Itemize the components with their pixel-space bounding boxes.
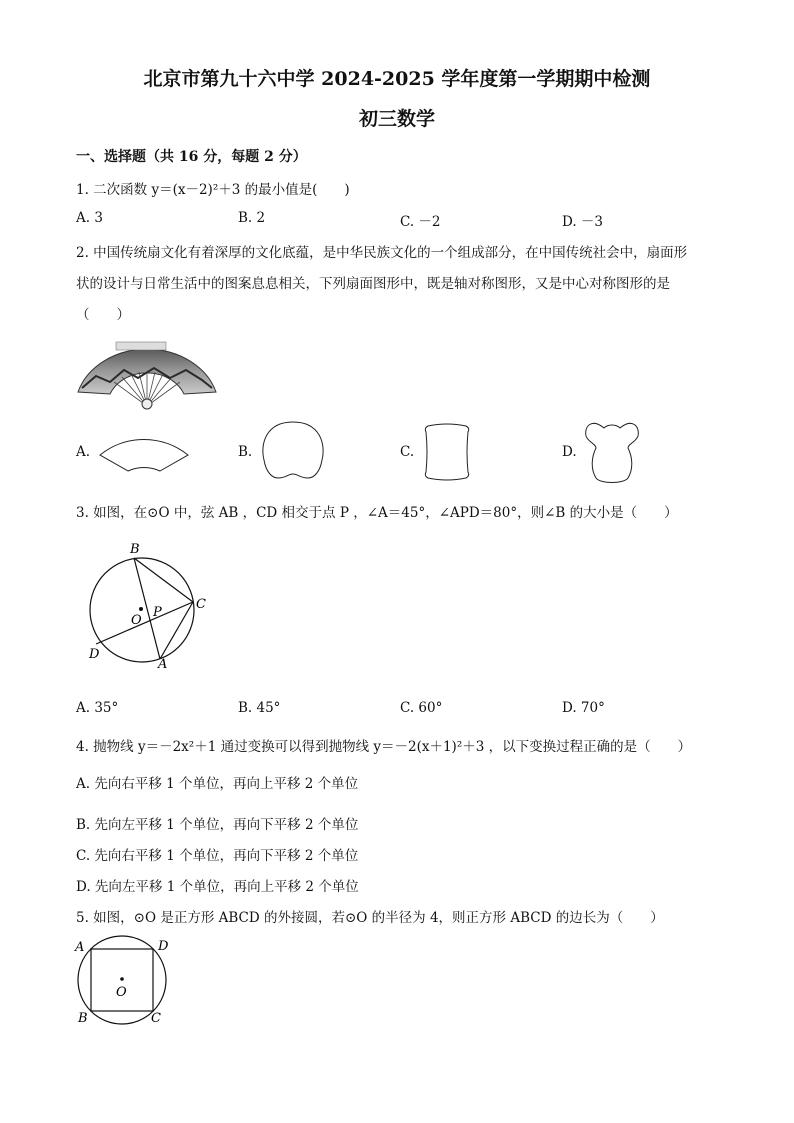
- question-4-stem: 4. 抛物线 y＝－2x²＋1 通过变换可以得到抛物线 y＝－2(x＋1)²＋3 ，以下变换过程正确的是（ ）: [76, 739, 692, 755]
- label-o: O: [131, 613, 142, 628]
- label-b: B: [78, 1011, 88, 1026]
- question-1-option-c: C. －2: [400, 214, 441, 230]
- question-3-option-a: A. 35°: [76, 700, 119, 716]
- label-d: D: [158, 939, 169, 954]
- fan-shape-option-d: [582, 416, 642, 486]
- fan-shape-option-a: [96, 425, 192, 475]
- question-3-stem: 3. 如图，在⊙O 中，弦 AB ，CD 相交于点 P ，∠A＝45°，∠APD＝80°，则∠B 的大小是（ ）: [76, 505, 678, 521]
- fan-photo-image: [76, 330, 218, 410]
- question-3-option-b: B. 45°: [238, 700, 281, 716]
- square-in-circle-figure: [70, 934, 174, 1030]
- question-1-option-b: B. 2: [238, 210, 266, 226]
- question-3-option-d: D. 70°: [562, 700, 605, 716]
- label-p: P: [153, 605, 162, 620]
- fan-shape-option-b: [258, 420, 328, 482]
- question-1-option-a: A. 3: [76, 210, 103, 226]
- fan-shape-option-c: [420, 422, 474, 482]
- label-a: A: [75, 940, 85, 955]
- label-a: A: [158, 657, 168, 670]
- label-b: B: [130, 542, 140, 557]
- question-3-option-c: C. 60°: [400, 700, 443, 716]
- question-2-option-b: B.: [238, 444, 253, 460]
- question-4-option-b: B. 先向左平移 1 个单位，再向下平移 2 个单位: [76, 817, 359, 833]
- question-1-stem: 1. 二次函数 y＝(x－2)²＋3 的最小值是( ): [76, 182, 350, 198]
- question-2-line-1: 2. 中国传统扇文化有着深厚的文化底蕴，是中华民族文化的一个组成部分，在中国传统社会中，扇面形: [76, 245, 688, 261]
- page-subtitle: 初三数学: [358, 108, 435, 130]
- label-o: O: [116, 985, 127, 1000]
- question-2-option-c: C.: [400, 444, 415, 460]
- question-5-stem: 5. 如图，⊙O 是正方形 ABCD 的外接圆，若⊙O 的半径为 4，则正方形 ABCD 的边长为（ ）: [76, 910, 664, 926]
- question-2-option-a: A.: [76, 444, 91, 460]
- question-2-line-2: 状的设计与日常生活中的图案息息相关，下列扇面图形中，既是轴对称图形，又是中心对称图形的是: [76, 276, 670, 292]
- question-4-option-d: D. 先向左平移 1 个单位，再向上平移 2 个单位: [76, 879, 359, 895]
- label-d: D: [89, 647, 100, 662]
- question-2-option-d: D.: [562, 444, 577, 460]
- page-title: 北京市第九十六中学 2024-2025 学年度第一学期期中检测: [143, 68, 651, 90]
- question-4-option-a: A. 先向右平移 1 个单位，再向上平移 2 个单位: [76, 776, 359, 792]
- label-c: C: [196, 597, 206, 612]
- label-c: C: [151, 1011, 161, 1026]
- question-2-line-3: （ ）: [76, 307, 130, 323]
- section-heading: 一、选择题（共 16 分，每题 2 分）: [76, 149, 307, 165]
- question-1-option-d: D. －3: [562, 214, 604, 230]
- circle-chords-figure: [82, 540, 216, 670]
- question-4-option-c: C. 先向右平移 1 个单位，再向下平移 2 个单位: [76, 848, 359, 864]
